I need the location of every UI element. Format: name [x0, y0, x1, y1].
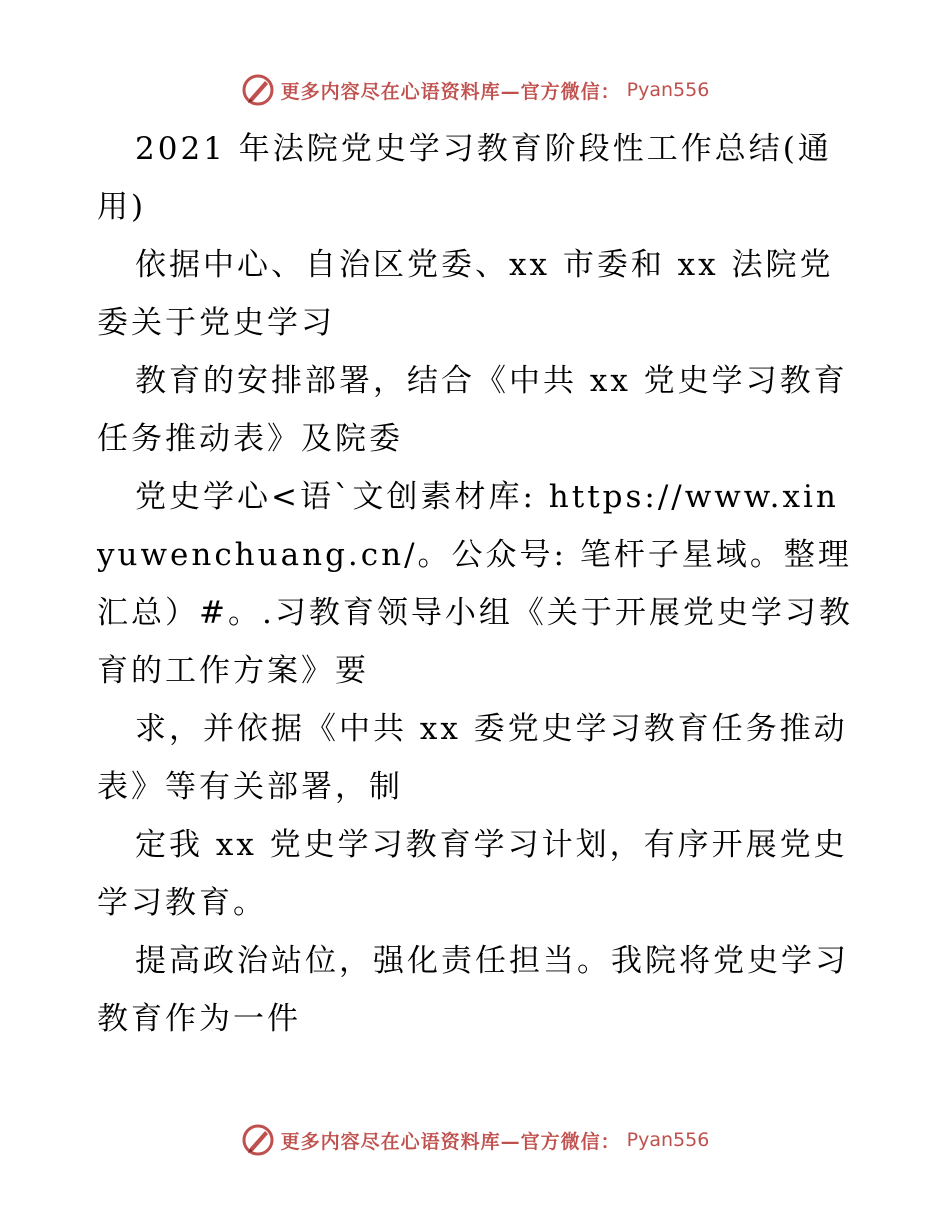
paragraph: 依据中心、自治区党委、xx 市委和 xx 法院党委关于党史学习: [97, 247, 834, 341]
watermark-wechat-id: Pyan556: [626, 1129, 710, 1151]
paragraph: 教育的安排部署，结合《中共 xx 党史学习教育任务推动表》及院委: [97, 363, 848, 457]
pen-logo-icon: [241, 1123, 275, 1157]
paragraph: 党史学心<语`文创素材库: https://www.xinyuwenchuang.cn/。公众号: 笔杆子星域。整理汇总）#。.习教育领导小组《关于开展党史学习教育的工作方案》要: [97, 479, 853, 689]
footer-watermark: [0, 1120, 950, 1160]
header-watermark: [0, 70, 950, 110]
watermark-text: 更多内容尽在心语资料库—官方微信：: [280, 1130, 621, 1153]
document-body: [97, 120, 857, 1048]
pen-logo-icon: [241, 73, 275, 107]
watermark-text: 更多内容尽在心语资料库—官方微信：: [280, 80, 621, 103]
watermark-wechat-id: Pyan556: [626, 79, 710, 101]
paragraph: 求，并依据《中共 xx 委党史学习教育任务推动表》等有关部署，制: [97, 711, 848, 805]
document-title: 2021 年法院党史学习教育阶段性工作总结(通用): [97, 131, 832, 225]
paragraph: 提高政治站位，强化责任担当。我院将党史学习教育作为一件: [97, 943, 849, 1037]
paragraph: 定我 xx 党史学习教育学习计划，有序开展党史学习教育。: [97, 827, 848, 921]
